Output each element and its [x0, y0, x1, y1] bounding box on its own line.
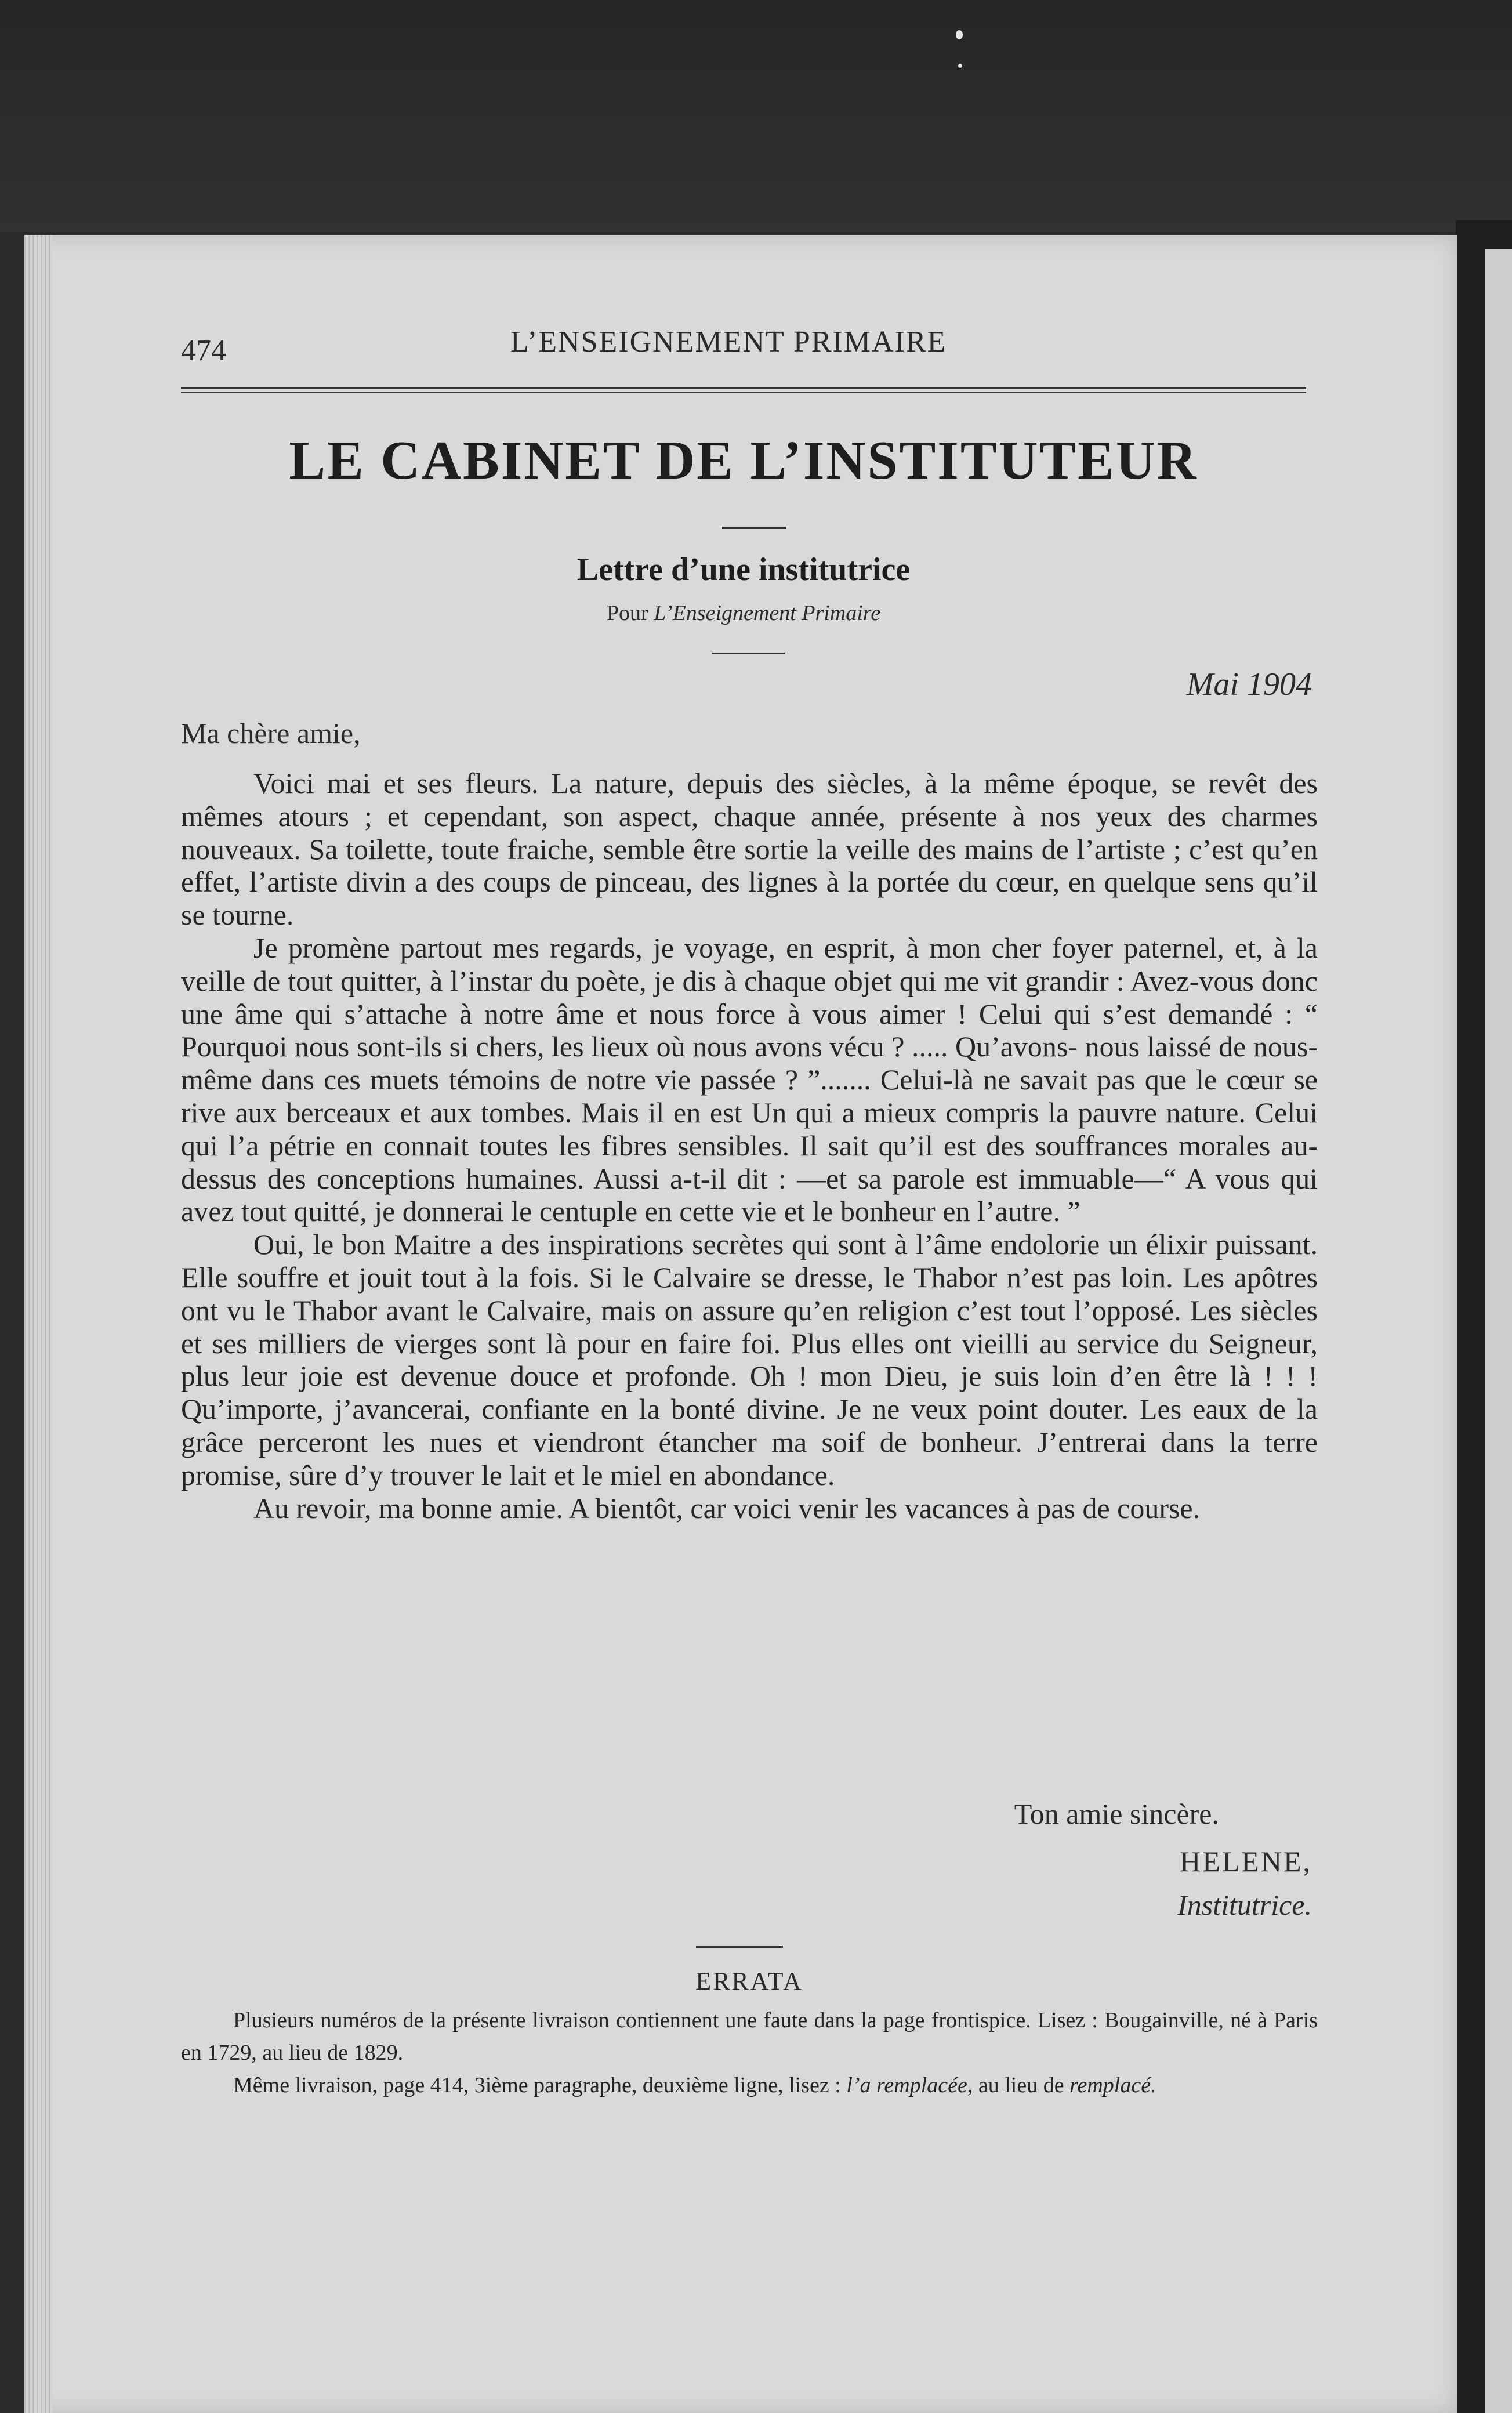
page-stack-edge [24, 235, 52, 2413]
letter-closing: Ton amie sincère. [1014, 1798, 1219, 1830]
byline-prefix: Pour [606, 601, 648, 625]
signature-title: Institutrice. [1177, 1889, 1312, 1921]
dust-speck [956, 30, 963, 39]
byline [181, 600, 1306, 626]
running-head: L’ENSEIGNEMENT PRIMAIRE [510, 325, 947, 358]
errata-body [181, 2004, 1318, 2102]
dust-speck [958, 64, 962, 68]
errata-line [181, 2069, 1318, 2102]
title-rule [722, 527, 786, 529]
letter-paragraph: Voici mai et ses fleurs. La nature, depuis des siècles, à la même époque, se revêt des mêmes atours ; et cependant, son aspect, chaque année, présente à nos yeux des charmes nouveaux. Sa toilette, toute fraiche, semble être sortie la veille des mains de l’artiste ; c’est qu’en effet, l’artiste divin a des coups de pinceau, des lignes à la portée du cœur, en quelque sens qu’il se tourne. [181, 767, 1318, 932]
next-page-edge [1485, 249, 1512, 2413]
article-title: Lettre d’une institutrice [576, 552, 911, 588]
letter-date: Mai 1904 [1186, 666, 1312, 702]
errata-text: au lieu de [978, 2073, 1064, 2097]
errata-line: Plusieurs numéros de la présente livraison contiennent une faute dans la page frontispice. Lisez : Bougainville, né à Paris en 1729, au lieu de 1829. [181, 2008, 1318, 2065]
errata-correction: l’a remplacée, [846, 2073, 973, 2097]
section-title: LE CABINET DE L’INSTITUTEUR [289, 430, 1198, 491]
header-rule [181, 387, 1306, 393]
letter-paragraph: Au revoir, ma bonne amie. A bientôt, car voici venir les vacances à pas de course. [253, 1491, 1201, 1524]
signature: HELENE, [1180, 1845, 1312, 1878]
letter-body [181, 767, 1318, 1524]
salutation: Ma chère amie, [181, 717, 361, 749]
scan-background-top [0, 0, 1512, 232]
errata-title: ERRATA [695, 1967, 803, 1995]
errata-rule [696, 1946, 783, 1948]
letter-paragraph: Je promène partout mes regards, je voyage, en esprit, à mon cher foyer paternel, et, à la veille de tout quitter, à l’instar du poète, je dis à chaque objet qui me vit grandir : Avez-vous donc une âme qui s’attache à notre âme et nous force à vous aimer ! Celui qui s’est demandé : “ Pourquoi nous sont-ils si chers, les lieux où nous avons vécu ? ..... Qu’avons- nous laissé de nous-même dans ces muets témoins de notre vie passée ? ”....... Celui-là ne savait pas que le cœur se rive aux berceaux et aux tombes. Mais il en est Un qui a mieux compris la pauvre nature. Celui qui l’a pétrie en connait toutes les fibres sensibles. Il sait qu’il est des souffrances morales au-dessus des conceptions humaines. Aussi a-t-il dit : —et sa parole est immuable—“ A vous qui avez tout quitté, je donnerai le centuple en cette vie et le bonheur en l’autre. ” [181, 931, 1318, 1228]
errata-original: remplacé. [1069, 2073, 1156, 2097]
letter-paragraph: Oui, le bon Maitre a des inspirations secrètes qui sont à l’âme endolorie un élixir puissant. Elle souffre et jouit tout à la fois. Si le Calvaire se dresse, le Thabor n’est pas loin. Les apôtres ont vu le Thabor avant le Calvaire, mais on assure qu’en religion c’est tout l’opposé. Les siècles et ses milliers de vierges sont là pour en faire foi. Plus elles ont vieilli au service du Seigneur, plus leur joie est devenue douce et profonde. Oh ! mon Dieu, je suis loin d’en être là ! ! ! Qu’importe, j’avancerai, confiante en la bonté divine. Je ne veux point douter. Les eaux de la grâce perceront les nues et viendront étancher ma soif de bonheur. J’entrerai dans la terre promise, sûre d’y trouver le lait et le miel en abondance. [181, 1228, 1318, 1491]
page-number: 474 [181, 334, 226, 367]
subtitle-rule [712, 653, 785, 654]
byline-publication: L’Enseignement Primaire [654, 601, 881, 625]
errata-text: Même livraison, page 414, 3ième paragraphe, deuxième ligne, lisez : [233, 2073, 841, 2097]
